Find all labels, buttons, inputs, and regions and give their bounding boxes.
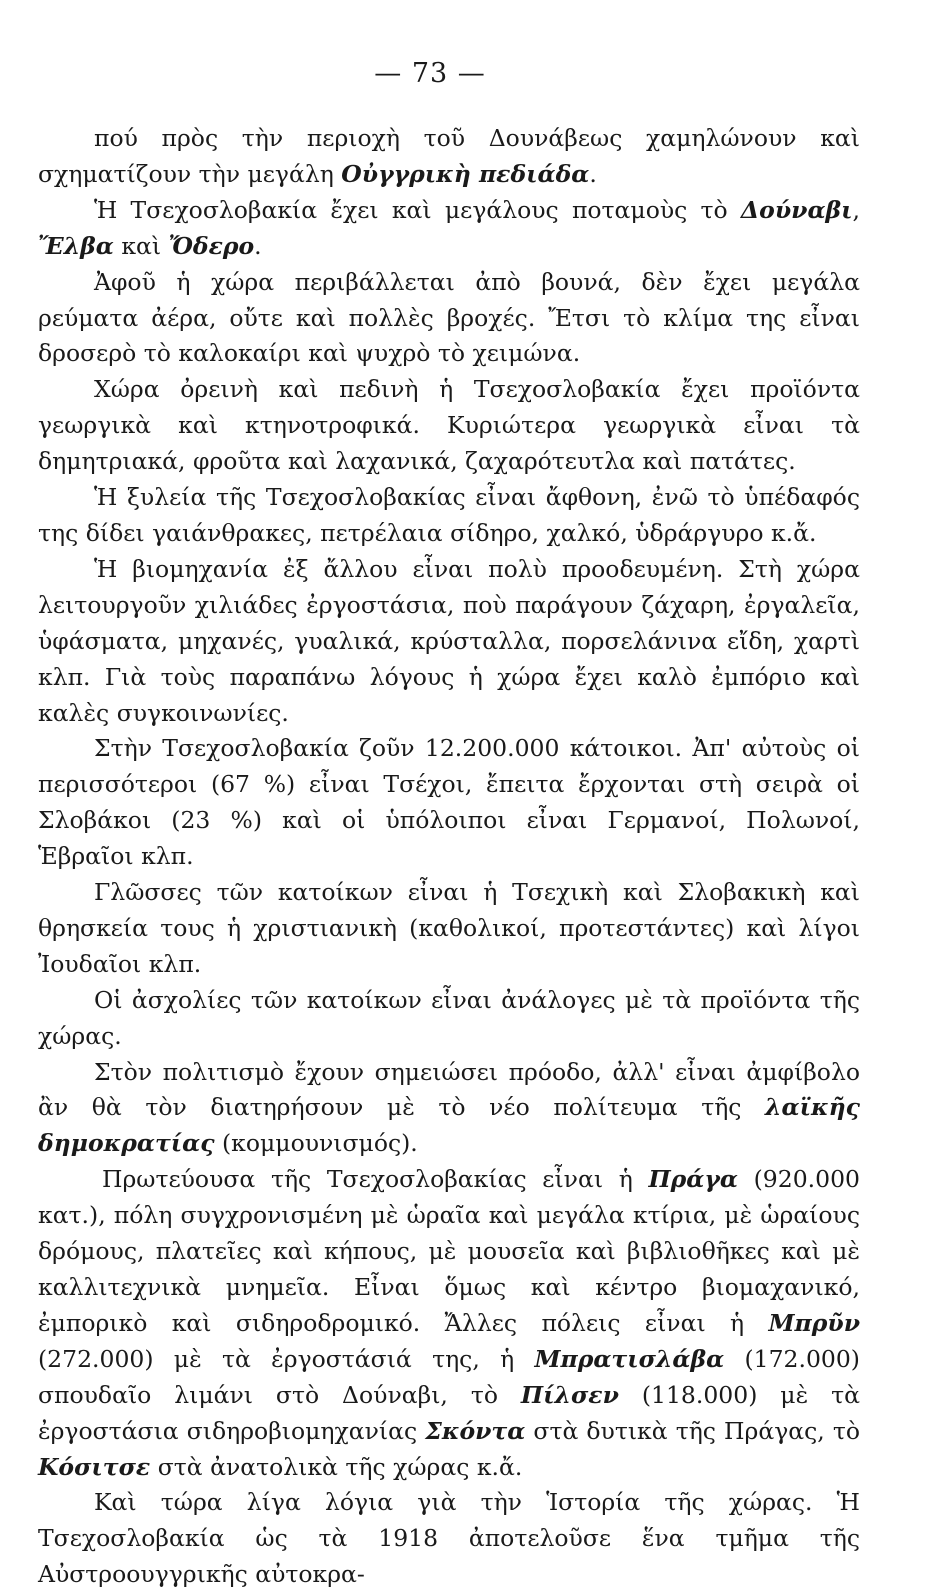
emphasized-term: Δούναβι [740, 195, 853, 224]
text-run: πού πρὸς τὴν περιοχὴ τοῦ Δουνάβεως χαμηλώνουν καὶ σχηματίζουν τὴν μεγάλη [38, 124, 860, 188]
text-run: Ἡ ξυλεία τῆς Τσεχοσλοβακίας εἶναι ἄφθονη, ἐνῶ τὸ ὑπέδαφός της δίδει γαιάνθρακες, πετρέλαια σίδηρο, χαλκό, ὑδράργυρο κ.ἄ. [38, 483, 860, 547]
paragraph-p2 [38, 193, 860, 265]
text-run: Οἱ ἀσχολίες τῶν κατοίκων εἶναι ἀνάλογες μὲ τὰ προϊόντα τῆς χώρας. [38, 985, 860, 1050]
paragraph-p11 [38, 1162, 860, 1485]
paragraph-p9 [38, 983, 860, 1055]
text-run: Ἡ βιομηχανία ἐξ ἄλλου εἶναι πολὺ προοδευμένη. Στὴ χώρα λειτουργοῦν χιλιάδες ἐργοστάσια, ποὺ παράγουν ζάχαρη, ἐργαλεῖα, ὑφάσματα, μηχανές, γυαλικά, κρύσταλλα, πορσελάνινα εἴδη, χαρτὶ κλπ. Γιὰ τοὺς παραπάνω λόγους ἡ χώρα ἔχει καλὸ ἐμπόριο καὶ καλὲς συγκοινωνίες. [38, 554, 860, 727]
paragraph-p4 [38, 372, 860, 480]
emphasized-term: Κόσιτσε [38, 1452, 151, 1481]
paragraph-p6 [38, 552, 860, 732]
paragraph-p7 [38, 731, 860, 875]
text-run: Πρωτεύουσα τῆς Τσεχοσλοβακίας εἶναι ἡ [102, 1165, 649, 1194]
text-run: καὶ [113, 231, 169, 260]
emphasized-term: λαϊκῆς δημοκρατίας [38, 1093, 860, 1158]
paragraph-p3 [38, 265, 860, 373]
emphasized-term: Σκόντα [425, 1416, 526, 1445]
emphasized-term: Μπρατισλάβα [534, 1344, 725, 1373]
emphasized-term: Πίλσεν [520, 1380, 619, 1409]
text-run: (272.000) μὲ τὰ ἐργοστάσιά της, ἡ [38, 1344, 535, 1373]
paragraph-p5 [38, 480, 860, 552]
emphasized-term: Πράγα [648, 1165, 738, 1194]
text-run: . [254, 231, 262, 260]
text-run: Στὴν Τσεχοσλοβακία ζοῦν 12.200.000 κάτοικοι. Ἀπ' αὐτοὺς οἱ περισσότεροι (67 %) εἶναι Τσέχοι, ἔπειτα ἔρχονται στὴ σειρὰ οἱ Σλοβάκοι (23 %) καὶ οἱ ὑπόλοιποι εἶναι Γερμανοί, Πολωνοί, Ἑβραῖοι κλπ. [38, 734, 860, 871]
text-run: (118.000) μὲ τὰ ἐργοστάσια σιδηροβιομηχανίας [38, 1380, 860, 1445]
emphasized-term: Μπρῦν [768, 1308, 860, 1337]
emphasized-term: Οὐγγρικὴ πεδιάδα [341, 159, 590, 188]
text-run: , [852, 195, 860, 224]
text-run: Χώρα ὀρεινὴ καὶ πεδινὴ ἡ Τσεχοσλοβακία ἔχει προϊόντα γεωργικὰ καὶ κτηνοτροφικά. Κυριώτερα γεωργικὰ εἶναι τὰ δημητριακά, φροῦτα καὶ λαχανικά, ζαχαρότευτλα καὶ πατάτες. [38, 375, 860, 476]
text-run: Ἡ Τσεχοσλοβακία ἔχει καὶ μεγάλους ποταμοὺς τὸ [94, 195, 741, 224]
paragraph-p12 [38, 1485, 860, 1593]
page-number: — 73 — [374, 58, 486, 89]
text-run: Γλῶσσες τῶν κατοίκων εἶναι ἡ Τσεχικὴ καὶ Σλοβακικὴ καὶ θρησκεία τους ἡ χριστιανικὴ (καθολικοί, προτεστάντες) καὶ λίγοι Ἰουδαῖοι κλπ. [38, 878, 860, 978]
text-run: Στὸν πολιτισμὸ ἔχουν σημειώσει πρόοδο, ἀλλ' εἶναι ἀμφίβολο ἂν θὰ τὸν διατηρήσουν μὲ τὸ νέο πολίτευμα τῆς [38, 1057, 860, 1122]
text-run: (920.000 κατ.), πόλη συγχρονισμένη μὲ ὡραῖα καὶ μεγάλα κτίρια, μὲ ὡραίους δρόμους, πλατεῖες καὶ κήπους, μὲ μουσεῖα καὶ βιβλιοθῆκες καὶ μὲ καλλιτεχνικὰ μνημεῖα. Εἶναι ὅμως καὶ κέντρο βιομαχανικό, ἐμπορικὸ καὶ σιδηροδρομικό. Ἄλλες πόλεις εἶναι ἡ [38, 1165, 860, 1337]
text-run: (κομμουνισμός). [214, 1129, 418, 1158]
emphasized-term: Ὄδερο [168, 231, 255, 260]
text-run: . [589, 159, 597, 188]
emphasized-term: Ἔλβα [38, 231, 114, 260]
body-text [38, 121, 860, 1593]
text-run: στὰ δυτικὰ τῆς Πράγας, τὸ [525, 1416, 860, 1445]
text-run: (172.000) σπουδαῖο λιμάνι στὸ Δούναβι, τὸ [38, 1344, 860, 1409]
text-run: Ἀφοῦ ἡ χώρα περιβάλλεται ἀπὸ βουνά, δὲν ἔχει μεγάλα ρεύματα ἀέρα, οὔτε καὶ πολλὲς βροχές. Ἔτσι τὸ κλίμα της εἶναι δροσερὸ τὸ καλοκαίρι καὶ ψυχρὸ τὸ χειμώνα. [38, 267, 860, 368]
text-run: Καὶ τώρα λίγα λόγια γιὰ τὴν Ἱστορία τῆς χώρας. Ἡ Τσεχοσλοβακία ὡς τὰ 1918 ἀποτελοῦσε ἕνα τμῆμα τῆς Αὐστροουγγρικῆς αὐτοκρα- [38, 1488, 860, 1589]
paragraph-p10 [38, 1055, 860, 1163]
paragraph-p1 [38, 121, 860, 193]
paragraph-p8 [38, 875, 860, 983]
text-run: στὰ ἀνατολικὰ τῆς χώρας κ.ἄ. [150, 1452, 523, 1481]
